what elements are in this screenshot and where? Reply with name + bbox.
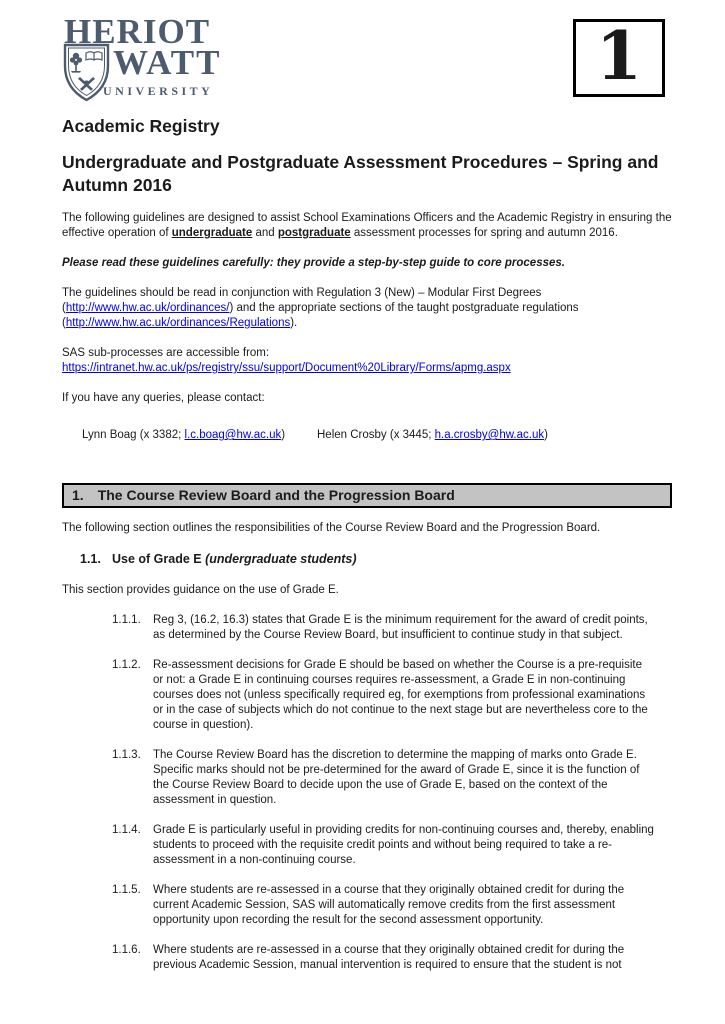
section-1-intro: The following section outlines the responsibilities of the Course Review Board and the Progression Board. <box>62 522 601 534</box>
regulations-text: ). <box>290 317 298 329</box>
logo-text-university: UNIVERSITY <box>103 84 214 98</box>
postgraduate-emphasis: postgraduate <box>277 227 351 239</box>
contact-text: Lynn Boag (x 3382; <box>82 429 185 441</box>
section-1-title: The Course Review Board and the Progression Board <box>97 487 455 503</box>
intro-text: The following guidelines are designed to assist School Examinations Officers and the Academic Registry in ensuring the effective operation of <box>62 212 672 239</box>
clause-text: Where students are re-assessed in a course that they originally obtained credit for during the current Academic Session, SAS will automatically remove credits from the first assessment opportunity upon recording the result for the second assessment opportunity. <box>153 884 625 926</box>
clause-text: Reg 3, (16.2, 16.3) states that Grade E is the minimum requirement for the award of credit points, as determined by the Course Review Board, but insufficient to continue study in that subject. <box>153 614 648 641</box>
document-title: Undergraduate and Postgraduate Assessment Procedures – Spring and Autumn 2016 <box>62 152 659 195</box>
contacts-row <box>62 428 672 443</box>
clause-number: 1.1.5. <box>112 884 141 896</box>
department-heading: Academic Registry <box>62 116 220 136</box>
intro-paragraph <box>62 211 672 241</box>
clause-number: 1.1.6. <box>112 944 141 956</box>
lynn-boag-email-link[interactable]: l.c.boag@hw.ac.uk <box>184 429 282 441</box>
page-number: 1 <box>596 17 642 95</box>
queries-paragraph: If you have any queries, please contact: <box>62 392 265 404</box>
subsection-title-italic: (undergraduate students) <box>205 552 357 566</box>
clause-1-1-5 <box>112 883 672 928</box>
sas-label: SAS sub-processes are accessible from: <box>62 347 270 359</box>
intro-text: and <box>252 227 278 239</box>
regulations-paragraph <box>62 286 672 331</box>
subsection-title-bold: Use of Grade E <box>112 552 206 566</box>
contact-helen-crosby <box>317 428 548 443</box>
page-number-box <box>573 19 665 97</box>
clause-1-1-3 <box>112 748 672 808</box>
ordinances-link[interactable]: http://www.hw.ac.uk/ordinances/ <box>65 302 230 314</box>
clause-number: 1.1.4. <box>112 824 141 836</box>
regulations-link[interactable]: http://www.hw.ac.uk/ordinances/Regulations <box>65 317 291 329</box>
clause-text: Where students are re-assessed in a course that they originally obtained credit for during the previous Academic Session, manual intervention is required to ensure that the student is not <box>153 944 625 971</box>
clause-text: Re-assessment decisions for Grade E should be based on whether the Course is a pre-requisite or not: a Grade E in continuing courses requires re-assessment, a Grade E in non-continuing courses does not (unless specifically required eg, for exemptions from professional examinations or in the case of subjects which do not continue to the next stage but are nevertheless core to the course in question). <box>153 659 648 731</box>
intro-text: assessment processes for spring and autumn 2016. <box>350 227 618 239</box>
contact-lynn-boag <box>82 428 317 443</box>
regulations-text: ) and the appropriate sections of the taught postgraduate regulations ( <box>62 302 579 329</box>
section-1-header <box>62 483 672 508</box>
sas-paragraph <box>62 346 672 376</box>
clause-1-1-1 <box>112 613 672 643</box>
logo-text-heriot: HERIOT <box>64 12 211 51</box>
contact-text: Helen Crosby (x 3445; <box>317 429 435 441</box>
clause-number: 1.1.3. <box>112 749 141 761</box>
clause-1-1-2 <box>112 658 672 733</box>
clause-number: 1.1.2. <box>112 659 141 671</box>
clause-text: Grade E is particularly useful in providing credits for non-continuing courses and, thereby, enabling students to proceed with the requisite credit points and without being required to take a re-assessment in a non-continuing course. <box>153 824 654 866</box>
contact-text: ) <box>281 429 286 441</box>
subsection-1-1-number: 1.1. <box>80 552 101 566</box>
contact-text: ) <box>544 429 548 441</box>
clause-number: 1.1.1. <box>112 614 141 626</box>
logo-text-watt: WATT <box>113 43 222 82</box>
clause-text: The Course Review Board has the discretion to determine the mapping of marks onto Grade E. Specific marks should not be pre-determined for the award of Grade E, since it is the function of the Course Review Board to decide upon the use of Grade E, based on the context of the assessment in question. <box>153 749 640 806</box>
subsection-1-1-title <box>112 552 357 566</box>
sas-intranet-link[interactable]: https://intranet.hw.ac.uk/ps/registry/ssu/support/Document%20Library/Forms/apmg.aspx <box>62 362 511 374</box>
helen-crosby-email-link[interactable]: h.a.crosby@hw.ac.uk <box>434 429 545 441</box>
subsection-1-1-heading <box>80 552 672 566</box>
notice-paragraph: Please read these guidelines carefully: they provide a step-by-step guide to core processes. <box>62 257 565 269</box>
section-1-number: 1. <box>72 487 84 503</box>
clause-1-1-6 <box>112 943 672 973</box>
regulations-text: The guidelines should be read in conjunction with Regulation 3 (New) – Modular First Degrees ( <box>62 287 542 314</box>
undergraduate-emphasis: undergraduate <box>171 227 253 239</box>
subsection-1-1-intro: This section provides guidance on the use of Grade E. <box>62 584 339 596</box>
crest-book <box>86 52 102 60</box>
clause-1-1-4 <box>112 823 672 868</box>
